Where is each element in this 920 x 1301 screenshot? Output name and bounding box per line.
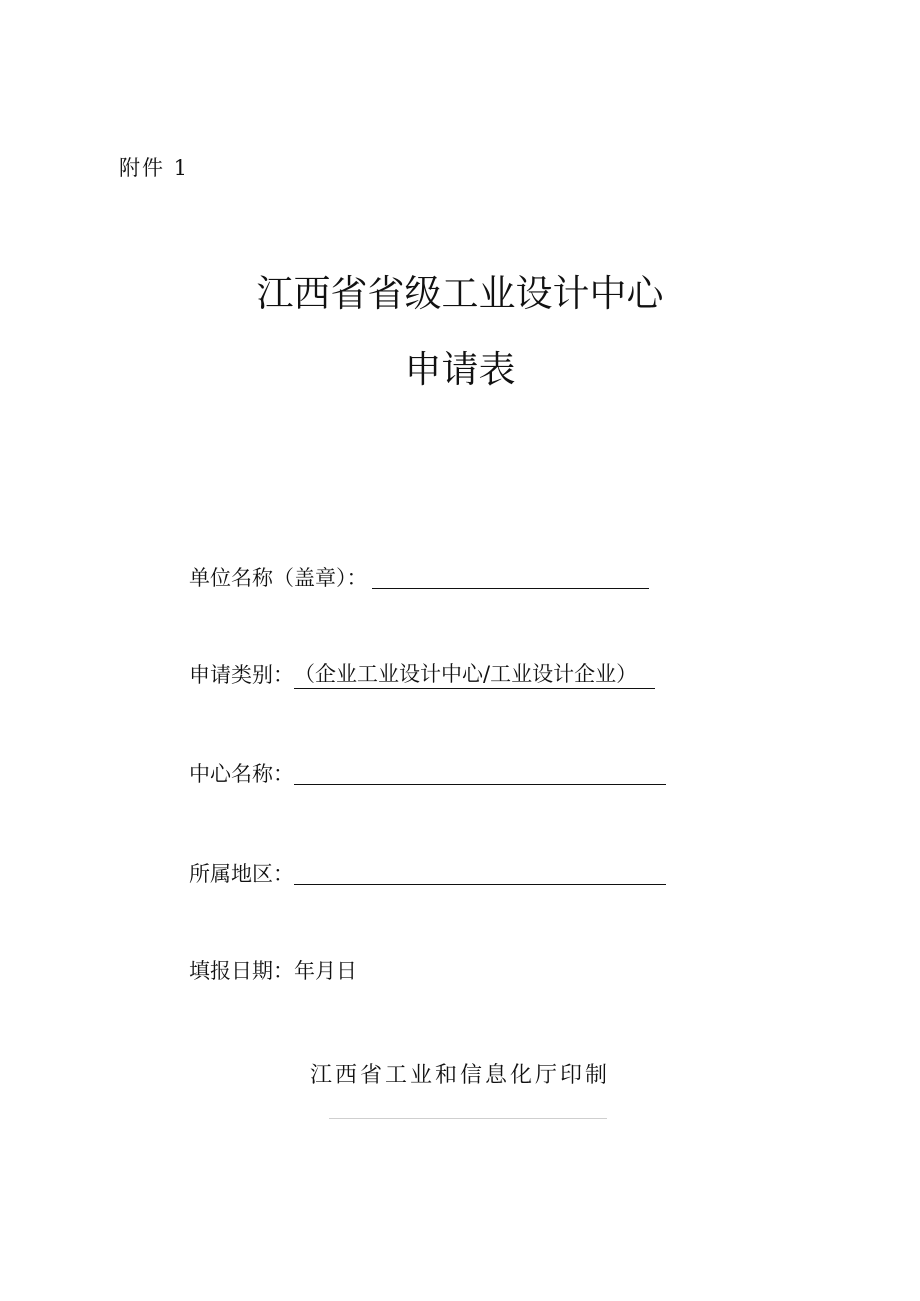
center-name-blank-line[interactable] — [294, 762, 666, 785]
date-value[interactable]: 年月日 — [294, 959, 357, 983]
region-blank-line[interactable] — [294, 862, 666, 885]
document-subtitle: 申请表 — [404, 348, 516, 391]
category-field — [189, 660, 655, 689]
unit-name-field — [189, 564, 649, 592]
center-name-field — [189, 760, 666, 788]
center-name-label: 中心名称： — [189, 762, 294, 786]
attachment-label: 附件 1 — [119, 156, 190, 180]
footer-divider — [329, 1118, 607, 1119]
document-title: 江西省省级工业设计中心 — [256, 272, 664, 315]
region-label: 所属地区： — [189, 862, 294, 886]
issuer-footer: 江西省工业和信息化厅印制 — [309, 1063, 610, 1088]
date-label: 填报日期： — [189, 959, 294, 983]
unit-name-label: 单位名称（盖章）： — [189, 566, 368, 590]
category-label: 申请类别： — [189, 663, 294, 687]
region-field — [189, 860, 666, 888]
date-field — [189, 957, 357, 985]
category-value[interactable]: （企业工业设计中心/工业设计企业） — [294, 660, 655, 689]
unit-name-blank-line[interactable] — [372, 566, 649, 589]
